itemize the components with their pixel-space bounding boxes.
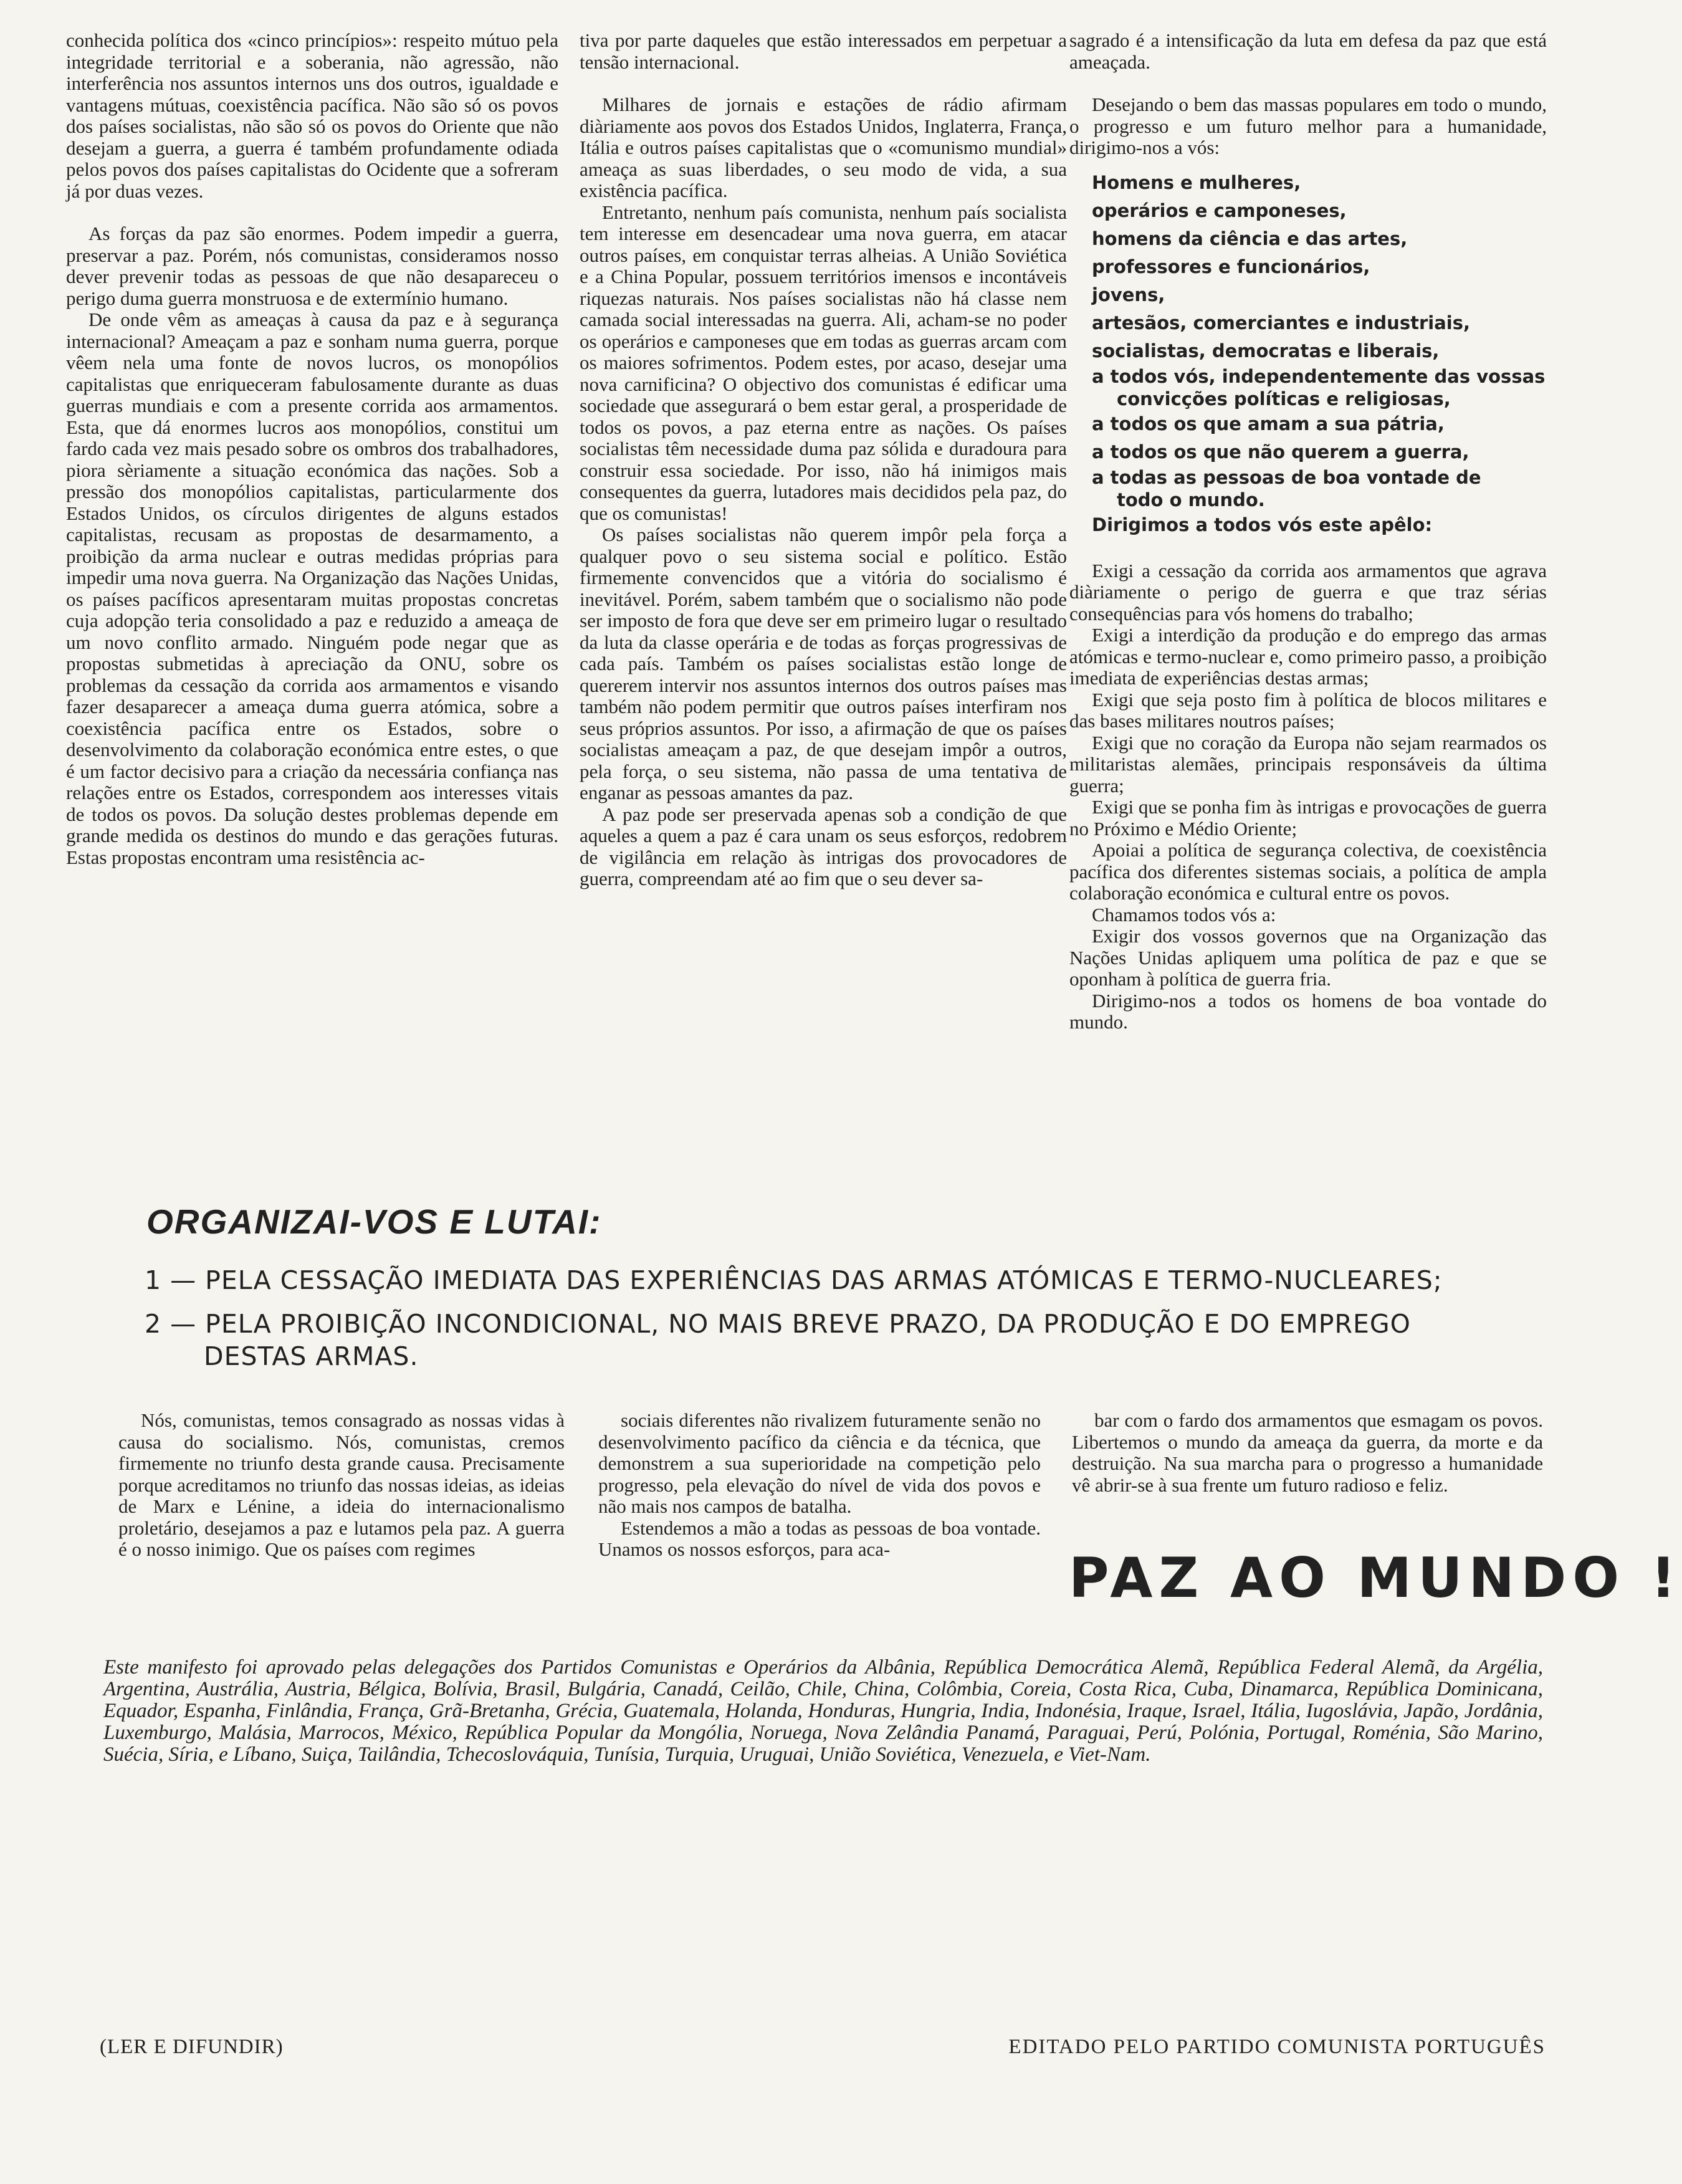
paragraph: Os países socialistas não querem impôr pela força a qualquer povo o seu sistema social e político. Estão firmemente convencidos que a vitória do socialismo é inevitável. Porém, sabem também que o socialismo não pode ser imposto de fora que deve ser em primeiro lugar o resultado da luta da classe operária e de todas as forças progressivas de cada país. Também os países socialistas estão longe de quererem intervir nos assuntos internos dos outros países mas também não podem permitir que outros países interfiram nos seus próprios assuntos. Por isso, a afirmação de que os países socialistas ameaçam a paz, de que desejam impôr a outros, pela força, o seu sistema, não passa de uma tentativa de enganar as pessoas amantes da paz. (580, 524, 1067, 803)
footer-read-and-spread: (LER E DIFUNDIR) (100, 2036, 284, 2058)
paragraph: Entretanto, nenhum país comunista, nenhum país socialista tem interesse em desencadear uma nova guerra, em atacar outros países, em conquistar terras alheias. A União Soviética e a China Popular, possuem territórios imensos e incontáveis riquezas naturais. Nos países socialistas não há classe nem camada social interessadas na guerra. Ali, acham-se no poder os operários e camponeses que em todas as guerras arcam com os maiores sofrimentos. Podem estes, por acaso, desejar uma nova carnificina? O objectivo dos comunistas é edificar uma sociedade que assegurará o bem estar geral, a prosperidade de todos os povos, a paz eterna entre as nações. Os países socialistas têm necessidade duma paz sólida e duradoura para construir essa sociedade. Por isso, não há inimigos mais consequentes da guerra, lutadores mais decididos pela paz, do que os comunistas! (580, 201, 1067, 524)
footer-publisher: EDITADO PELO PARTIDO COMUNISTA PORTUGUÊS (1008, 2036, 1546, 2058)
paragraph: As forças da paz são enormes. Podem impedir a guerra, preservar a paz. Porém, nós comunistas, consideramos nosso dever prevenir todas as pessoas de que não desapareceu o perigo duma guerra monstruosa e de extermínio humano. (66, 223, 558, 309)
addressee: Homens e mulheres, (1092, 171, 1301, 193)
paragraph: bar com o fardo dos armamentos que esmagam os povos. Libertemos o mundo da ameaça da guerra, da morte e da destruição. Na sua marcha para o progresso a humanidade vê abrir-se à sua frente um futuro radioso e feliz. (1072, 1409, 1543, 1496)
paragraph: sociais diferentes não rivalizem futuramente senão no desenvolvimento pacífico da ciência e da técnica, que demonstrem a sua superioridade na competição pelo progresso, pela elevação do nível de vida dos povos e não mais nos campos de batalha. (598, 1409, 1041, 1517)
addressee: socialistas, democratas e liberais, (1092, 340, 1440, 362)
addressee: convicções políticas e religiosas, (1117, 388, 1451, 410)
manifesto-footnote: Este manifesto foi aprovado pelas delegações dos Partidos Comunistas e Operários da Albânia, República Democrática Alemã, República Federal Alemã, da Argélia, Argentina, Austrália, Austria, Bélgica, Bolívia, Brasil, Bulgária, Canadá, Ceilão, Chile, China, Colômbia, Coreia, Costa Rica, Cuba, Dinamarca, República Dominicana, Equador, Espanha, Finlândia, França, Grã-Bretanha, Grécia, Guatemala, Holanda, Honduras, Hungria, India, Indonésia, Iraque, Israel, Itália, Iugoslávia, Japão, Jordânia, Luxemburgo, Malásia, Marrocos, México, República Popular da Mongólia, Noruega, Nova Zelândia Panamá, Paraguai, Perú, Polónia, Portugal, Roménia, São Marino, Suécia, Síria, e Líbano, Suiça, Tailândia, Tchecoslováquia, Tunísia, Turquia, Uruguai, União Soviética, Venezuela, e Viet-Nam. (103, 1656, 1543, 1766)
addressee: a todos os que amam a sua pátria, (1092, 413, 1445, 434)
addressee: professores e funcionários, (1092, 256, 1370, 277)
bottom-column-2 (598, 1410, 1041, 1561)
paragraph: De onde vêm as ameaças à causa da paz e à segurança internacional? Ameaçam a paz e sonham numa guerra, porque vêem nela uma fonte de novos lucros, os monopólios capitalistas que enriqueceram fabulosamente durante as duas guerras mundiais e com a presente corrida aos armamentos. Esta, que dá enormes lucros aos monopólios, constitui um fardo cada vez mais pesado sobre os ombros dos trabalhadores, piora sèriamente a situação económica das nações. Sob a pressão dos monopólios capitalistas, particularmente dos Estados Unidos, os círculos dirigentes de alguns estados capitalistas, recusam as propostas de desarmamento, a proibição da arma nuclear e outras medidas próprias para impedir uma nova guerra. Na Organização das Nações Unidas, os países pacíficos apresentaram muitas propostas concretas cuja adopção teria consolidado a paz e reduzido a ameaça de um novo conflito armado. Ninguém pode negar que as propostas submetidas à apreciação da ONU, sobre os problemas da cessação da corrida aos armamentos e visando fazer desaparecer a ameaça duma guerra atómica, sobre a coexistência pacífica entre os Estados, sobre o desenvolvimento da colaboração económica entre estes, o que é um factor decisivo para a criação da necessária confiança nas relações entre os Estados, correspondem aos interesses vitais de todos os povos. Da solução destes problemas depende em grande medida os destinos do mundo e das gerações futuras. Estas propostas encontram uma resistência ac- (66, 309, 558, 868)
paragraph: Milhares de jornais e estações de rádio afirmam diàriamente aos povos dos Estados Unidos, Inglaterra, França, Itália e outros países capitalistas que o «comunismo mundial» ameaça as suas liberdades, o seu modo de vida, a sua existência pacífica. (580, 93, 1067, 201)
slogan-heading: ORGANIZAI-VOS E LUTAI: (146, 1202, 602, 1241)
appeal-lead: Dirigimos a todos vós este apêlo: (1092, 514, 1433, 535)
addressee: operários e camponeses, (1092, 199, 1347, 221)
demand-2-continuation: DESTAS ARMAS. (204, 1341, 419, 1371)
demand-2-text: 2 — PELA PROIBIÇÃO INCONDICIONAL, NO MAIS BREVE PRAZO, DA PRODUÇÃO E DO EMPREGO (145, 1309, 1411, 1339)
paragraph: Exigir dos vossos governos que na Organização das Nações Unidas apliquem uma política de paz e que se oponham à política de guerra fria. (1069, 925, 1547, 990)
bottom-column-3 (1072, 1410, 1543, 1496)
addressee: todo o mundo. (1117, 489, 1265, 510)
top-column-1 (66, 30, 558, 1164)
paragraph: A paz pode ser preservada apenas sob a condição de que aqueles a quem a paz é cara unam os seus esforços, redobrem de vigilância em relação às intrigas dos provocadores de guerra, compreendam até ao fim que o seu dever sa- (580, 803, 1067, 889)
top-column-2 (580, 30, 1067, 1164)
paragraph: tiva por parte daqueles que estão interessados em perpetuar a tensão internacional. (580, 29, 1067, 73)
paragraph: Estendemos a mão a todas as pessoas de boa vontade. Unamos os nossos esforços, para aca- (598, 1516, 1041, 1560)
paragraph: sagrado é a intensificação da luta em defesa da paz que está ameaçada. (1069, 29, 1547, 73)
addressee-list (1092, 169, 1547, 539)
paragraph: Dirigimo-nos a todos os homens de boa vontade do mundo. (1069, 989, 1547, 1033)
top-column-3 (1069, 30, 1547, 1164)
paragraph: Exigi que no coração da Europa não sejam rearmados os militaristas alemães, principais responsáveis da última guerra; (1069, 731, 1547, 797)
addressee: a todas as pessoas de boa vontade de (1092, 466, 1481, 488)
addressee: jovens, (1092, 284, 1165, 305)
demand-2 (145, 1308, 1547, 1372)
demand-1: 1 — PELA CESSAÇÃO IMEDIATA DAS EXPERIÊNCIAS DAS ARMAS ATÓMICAS E TERMO-NUCLEARES; (145, 1265, 1443, 1295)
closing-slogan: PAZ AO MUNDO ! (1069, 1546, 1682, 1610)
paragraph: Desejando o bem das massas populares em todo o mundo, o progresso e um futuro melhor para a humanidade, dirigimo-nos a vós: (1069, 93, 1547, 158)
paragraph: Nós, comunistas, temos consagrado as nossas vidas à causa do socialismo. Nós, comunistas, cremos firmemente no triunfo desta grande causa. Precisamente porque acreditamos no triunfo das nossas ideias, as ideias de Marx e Lénine, a ideia do internacionalismo proletário, desejamos a paz e lutamos pela paz. A guerra é o nosso inimigo. Que os países com regimes (118, 1409, 565, 1560)
addressee: homens da ciência e das artes, (1092, 228, 1408, 249)
paragraph: Exigi a cessação da corrida aos armamentos que agrava diàriamente o perigo de guerra e que traz sérias consequências para vós homens do trabalho; (1069, 559, 1547, 625)
paragraph: Apoiai a política de segurança colectiva, de coexistência pacífica dos diferentes sistemas sociais, a política de ampla colaboração económica e cultural entre os povos. (1069, 839, 1547, 904)
addressee: artesãos, comerciantes e industriais, (1092, 312, 1470, 333)
paragraph: Chamamos todos vós a: (1092, 903, 1276, 926)
bottom-column-1 (118, 1410, 565, 1561)
addressee: a todos vós, independentemente das vossas (1092, 365, 1546, 387)
paragraph: Exigi que seja posto fim à política de blocos militares e das bases militares noutros países; (1069, 688, 1547, 732)
addressee: a todos os que não querem a guerra, (1092, 441, 1469, 462)
paragraph: conhecida política dos «cinco princípios»: respeito mútuo pela integridade territorial e a soberania, não agressão, não interferência nos assuntos internos uns dos outros, igualdade e vantagens mútuas, coexistência pacífica. Não são só os povos dos países socialistas, não são só os povos do Oriente que não desejam a guerra, a guerra é também profundamente odiada pelos povos dos países capitalistas do Ocidente que a sofreram já por duas vezes. (66, 29, 558, 202)
paragraph: Exigi que se ponha fim às intrigas e provocações de guerra no Próximo e Médio Oriente; (1069, 796, 1547, 840)
paragraph: Exigi a interdição da produção e do emprego das armas atómicas e termo-nuclear e, como primeiro passo, a proibição imediata de experiências destas armas; (1069, 624, 1547, 689)
